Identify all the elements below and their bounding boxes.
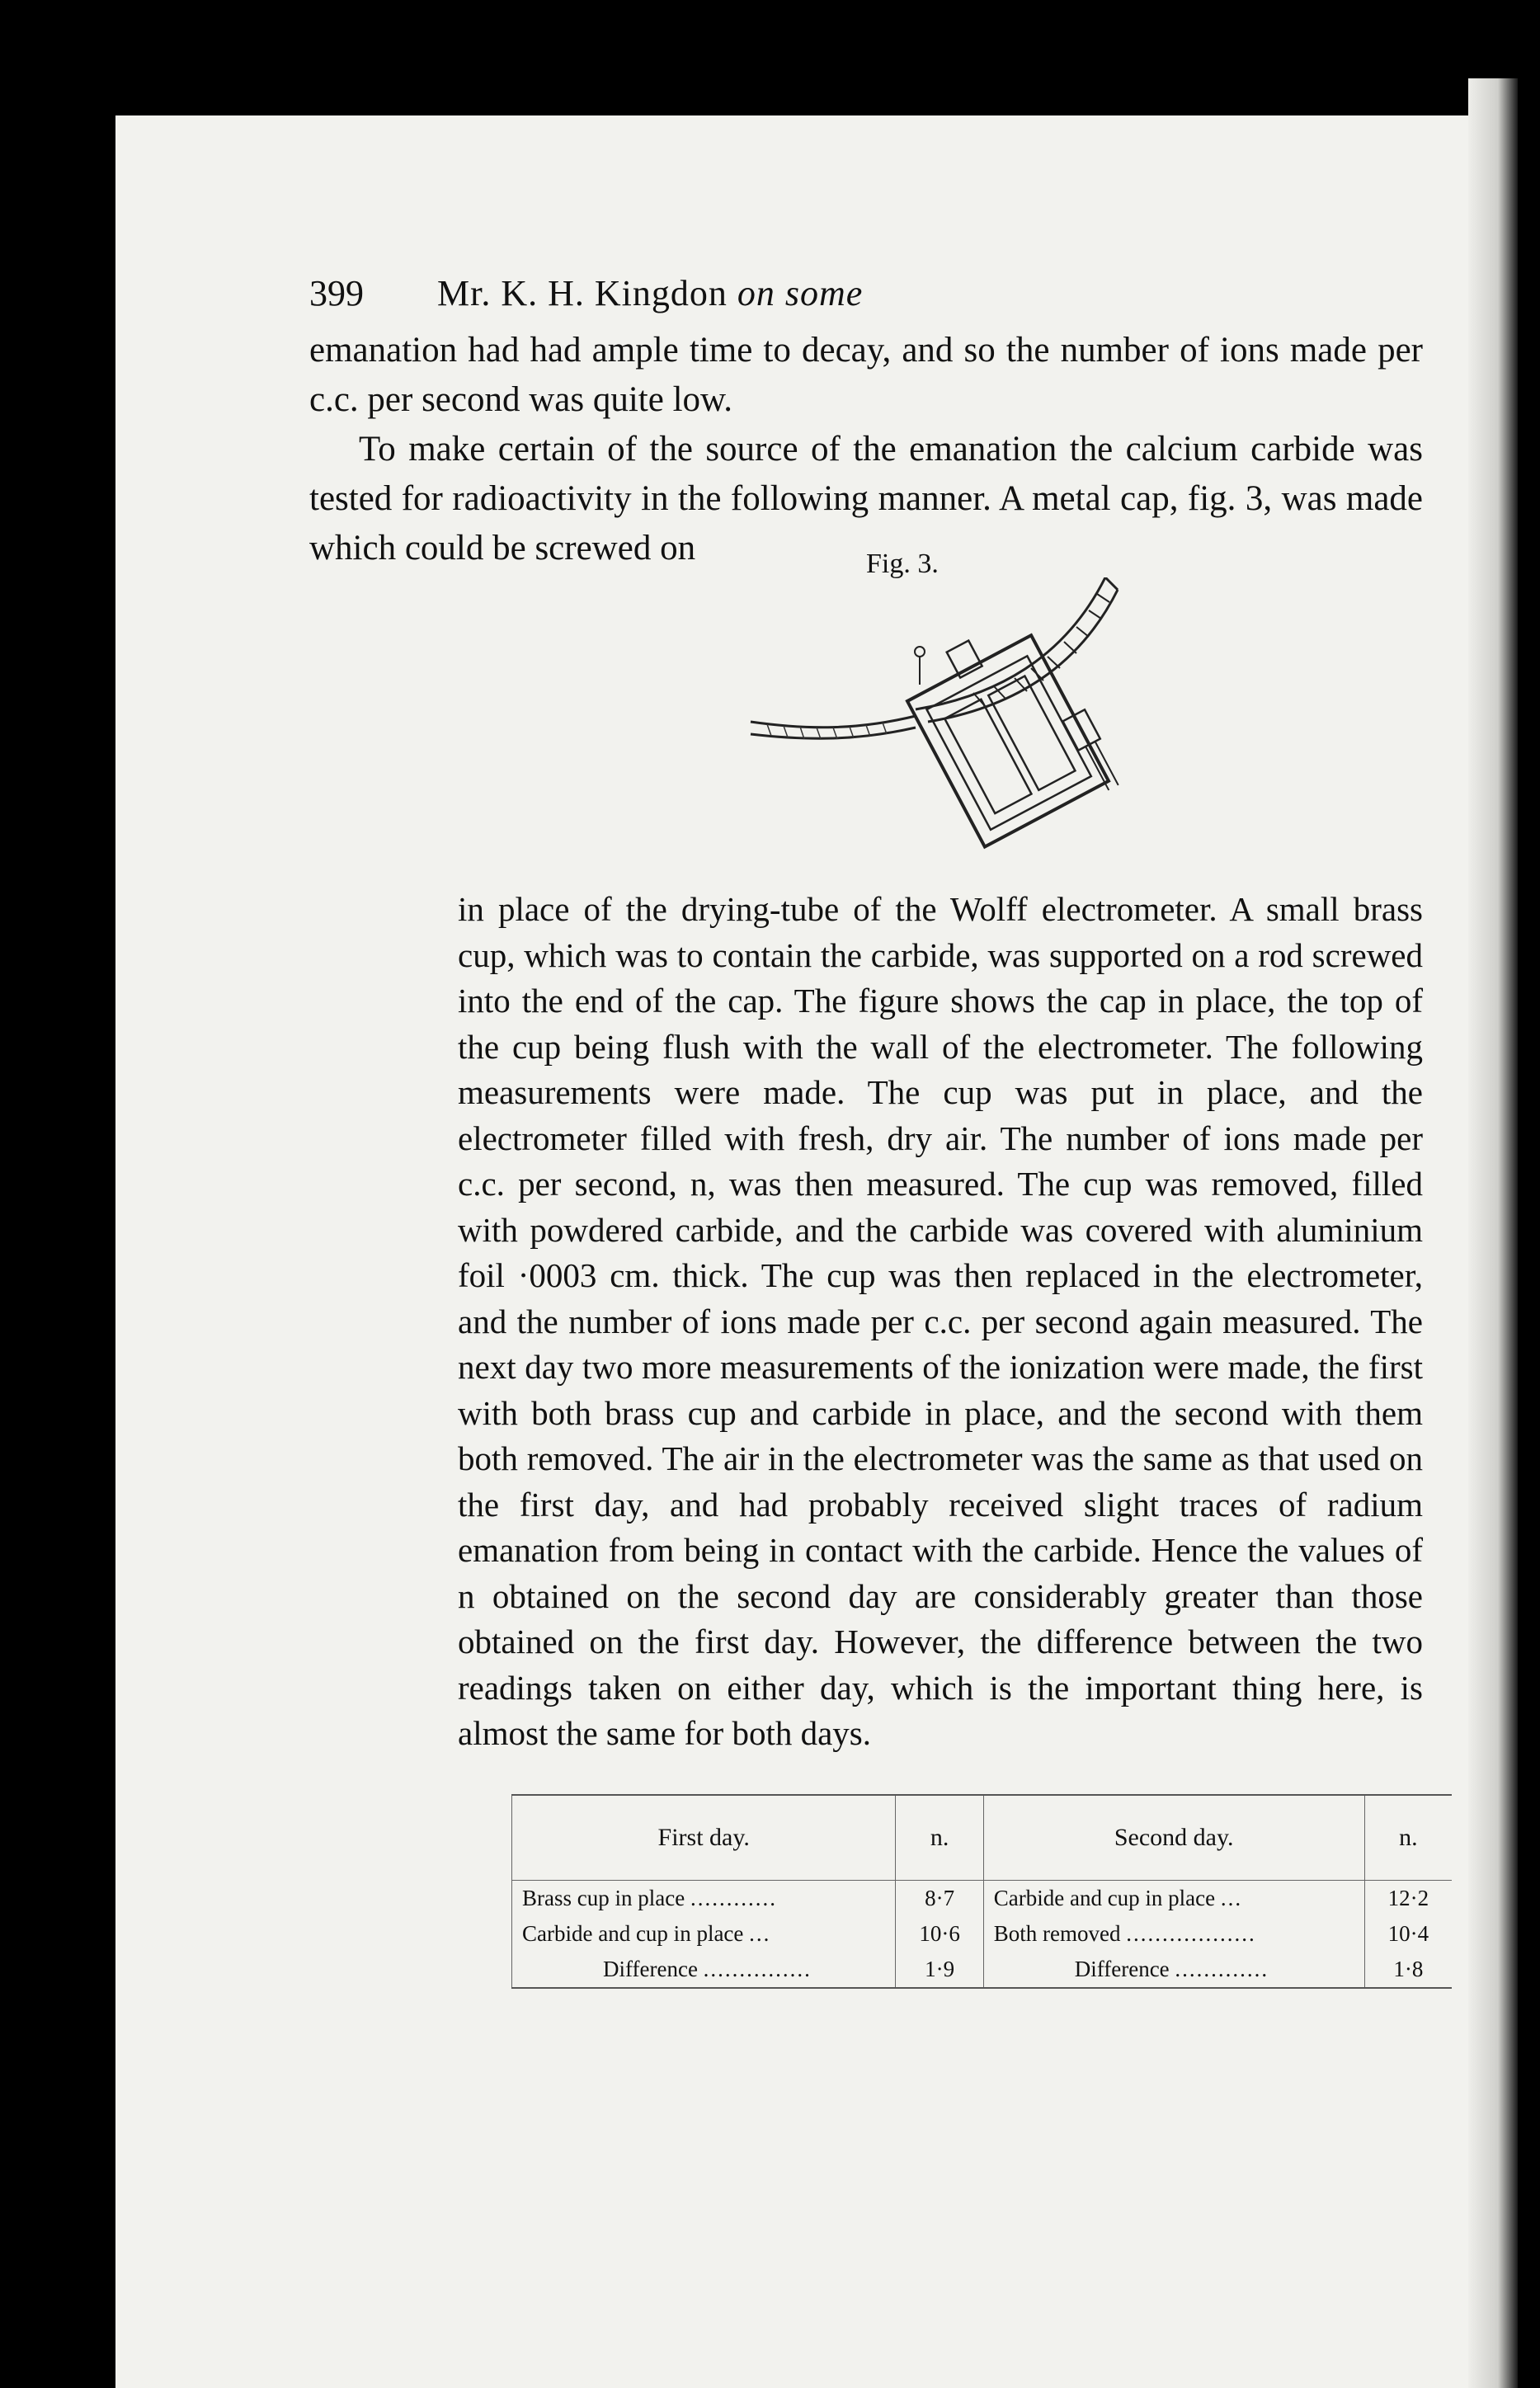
header-second-day: Second day. bbox=[983, 1795, 1364, 1881]
running-title bbox=[437, 272, 863, 314]
ionization-table bbox=[511, 1794, 1452, 1989]
row-value: 8·7 bbox=[896, 1881, 983, 1917]
difference-label: Difference ............... bbox=[512, 1952, 896, 1988]
difference-value: 1·9 bbox=[896, 1952, 983, 1988]
row-label: Brass cup in place ............ bbox=[512, 1881, 896, 1917]
header-first-day: First day. bbox=[512, 1795, 896, 1881]
row-label: Carbide and cup in place ... bbox=[512, 1916, 896, 1952]
running-title-topic: on some bbox=[737, 273, 864, 313]
row-value: 10·4 bbox=[1364, 1916, 1452, 1952]
header-n-second: n. bbox=[1364, 1795, 1452, 1881]
figure-caption: Fig. 3. bbox=[866, 549, 939, 579]
page-number: 399 bbox=[309, 273, 364, 313]
difference-value: 1·8 bbox=[1364, 1952, 1452, 1988]
row-value: 12·2 bbox=[1364, 1881, 1452, 1917]
difference-label: Difference ............. bbox=[983, 1952, 1364, 1988]
table-header-row bbox=[512, 1795, 1453, 1881]
table-row bbox=[512, 1916, 1453, 1952]
row-label: Both removed .................. bbox=[983, 1916, 1364, 1952]
paragraph-3: in place of the drying-tube of the Wolff electrometer. A small brass cup, which was to contain the carbide, was supported on a rod screwed into the end of the cap. The figure shows the cap in place, the top of the cup being flush with the wall of the electrometer. The following measurements were made. The cup was put in place, and the electrometer filled with fresh, dry air. The number of ions made per c.c. per second, n, was then measured. The cup was removed, filled with powdered carbide, and the carbide was covered with aluminium foil ·0003 cm. thick. The cup was then replaced in the electrometer, and the number of ions made per c.c. per second again measured. The next day two more measurements of the ionization were made, the first with both brass cup and carbide in place, and the second with them both removed. The air in the electrometer was the same as that used on the first day, and had probably received slight traces of radium emanation from being in contact with the carbide. Hence the values of n obtained on the second day are considerably greater than those obtained on the first day. However, the difference between the two readings taken on either day, which is the important thing here, is almost the same for both days. bbox=[458, 890, 1423, 1752]
header-n-first: n. bbox=[896, 1795, 983, 1881]
running-title-author: Mr. K. H. Kingdon bbox=[437, 273, 728, 313]
row-value: 10·6 bbox=[896, 1916, 983, 1952]
table-row bbox=[512, 1881, 1453, 1917]
paragraph-1: emanation had had ample time to decay, and so the number of ions made per c.c. per second was quite low. bbox=[309, 331, 1423, 419]
page-edge bbox=[1468, 78, 1518, 2388]
table-row bbox=[512, 1952, 1453, 1988]
fig-3-apparatus-drawing bbox=[742, 577, 1122, 891]
row-label: Carbide and cup in place ... bbox=[983, 1881, 1364, 1917]
running-header bbox=[309, 272, 1134, 322]
paragraph-2: To make certain of the source of the emanation the calcium carbide was tested for radioactivity in the following manner. A metal cap, fig. 3, was made which could be screwed on bbox=[309, 430, 1423, 568]
